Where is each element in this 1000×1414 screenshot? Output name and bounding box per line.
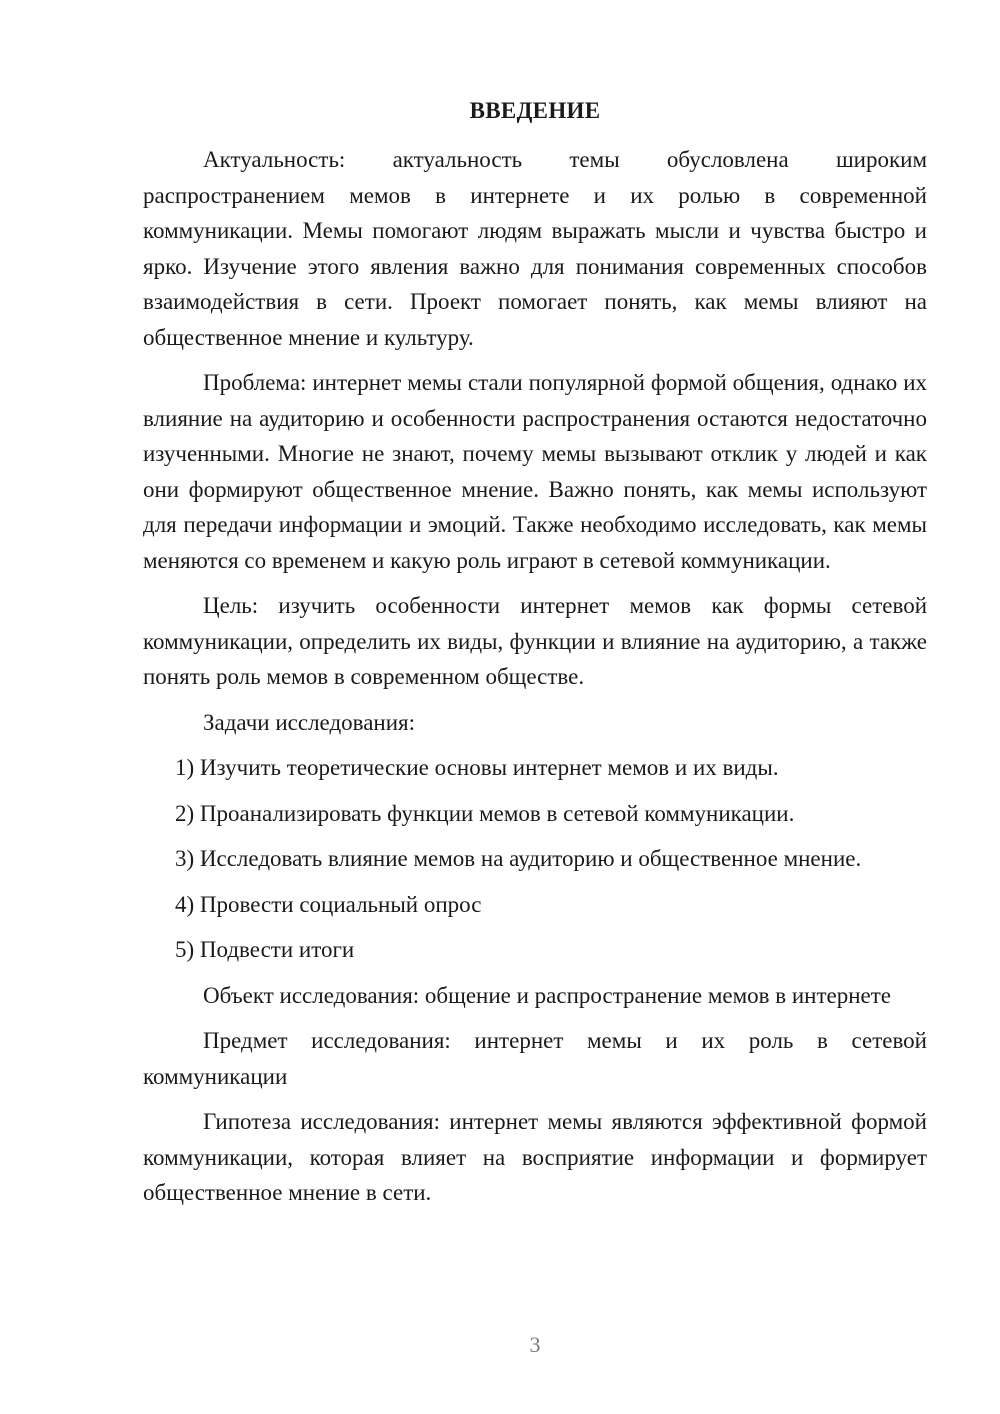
paragraph-subject: Предмет исследования: интернет мемы и их роль в сетевой коммуникации [143,1028,927,1089]
task-item: 4) Провести социальный опрос [175,891,482,917]
paragraph-goal: Цель: изучить особенности интернет мемов как формы сетевой коммуникации, определить их виды, функции и влияние на аудиторию, а также понять роль мемов в современном обществе. [143,593,927,689]
page-body [143,142,927,1221]
paragraph-hypothesis: Гипотеза исследования: интернет мемы являются эффективной формой коммуникации, которая влияет на восприятие информации и формирует общественное мнение в сети. [143,1109,927,1205]
section-title: ВВЕДЕНИЕ [469,98,601,123]
paragraph-relevance: Актуальность: актуальность темы обусловлена широким распространением мемов в интернете и их ролью в современной коммуникации. Мемы помогают людям выражать мысли и чувства быстро и ярко. Изучение этого явления важно для понимания современных способов взаимодействия в сети. Проект помогает понять, как мемы влияют на общественное мнение и культуру. [143,147,927,350]
paragraph-problem: Проблема: интернет мемы стали популярной формой общения, однако их влияние на аудиторию и особенности распространения остаются недостаточно изученными. Многие не знают, почему мемы вызывают отклик у людей и как они формируют общественное мнение. Важно понять, как мемы используют для передачи информации и эмоций. Также необходимо исследовать, как мемы меняются со временем и какую роль играют в сетевой коммуникации. [143,370,927,573]
task-item: 3) Исследовать влияние мемов на аудиторию и общественное мнение. [175,846,862,871]
page-number: 3 [529,1332,541,1357]
task-item: 1) Изучить теоретические основы интернет мемов и их виды. [175,755,779,780]
tasks-heading: Задачи исследования: [203,709,416,735]
paragraph-object: Объект исследования: общение и распространение мемов в интернете [203,982,892,1008]
task-item: 5) Подвести итоги [175,937,355,962]
task-item: 2) Проанализировать функции мемов в сетевой коммуникации. [175,800,795,826]
